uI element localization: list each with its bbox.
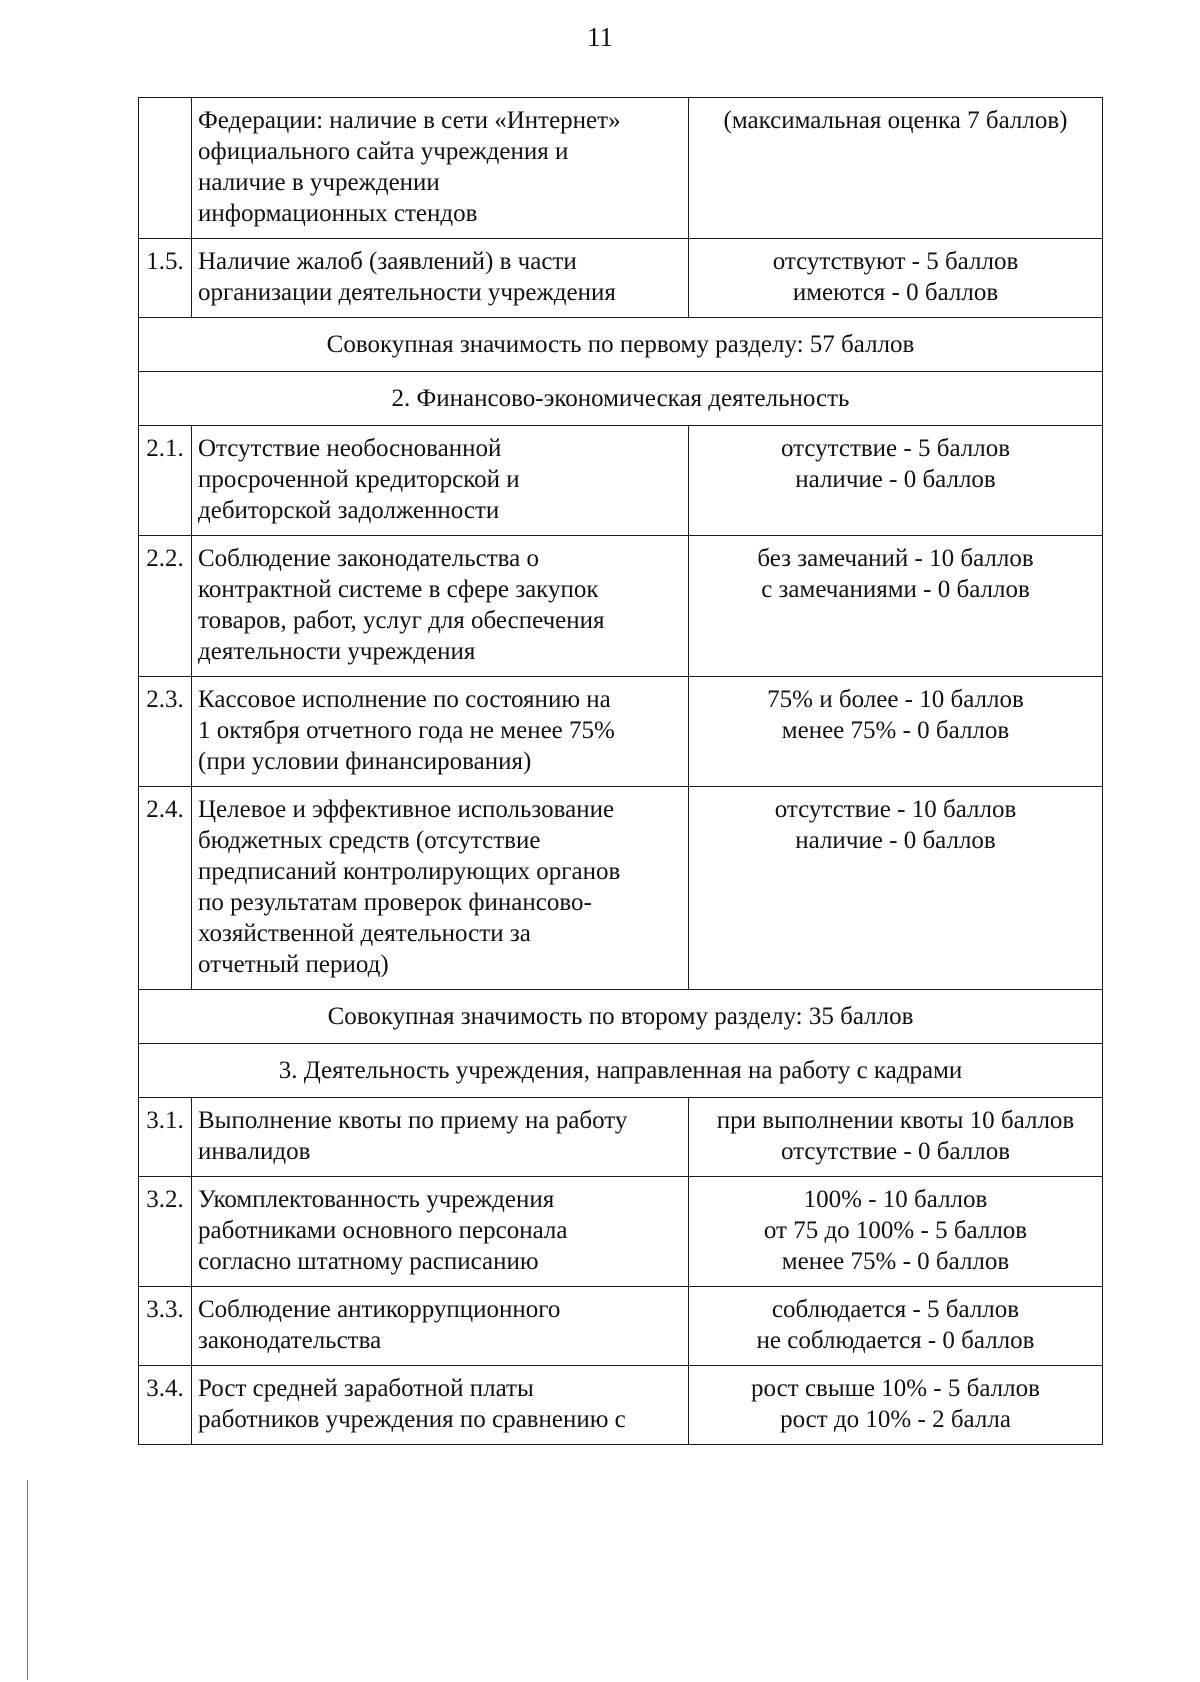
score-text bbox=[689, 1366, 1103, 1445]
criterion-line: законодательства bbox=[198, 1327, 382, 1354]
item-number: 3.1. bbox=[139, 1098, 192, 1177]
criterion-text bbox=[192, 536, 689, 677]
criterion-line: бюджетных средств (отсутствие bbox=[198, 827, 541, 854]
item-number: 2.4. bbox=[139, 787, 192, 990]
score-line: рост до 10% - 2 балла bbox=[780, 1406, 1011, 1433]
score-line: менее 75% - 0 баллов bbox=[781, 1248, 1010, 1275]
score-line: отсутствие - 0 баллов bbox=[780, 1138, 1011, 1165]
score-text bbox=[689, 677, 1103, 787]
page-number: 11 bbox=[587, 22, 613, 52]
criterion-line: контрактной системе в сфере закупок bbox=[198, 576, 599, 603]
section-row bbox=[139, 318, 1103, 372]
criterion-line: Выполнение квоты по приему на работу bbox=[198, 1107, 628, 1134]
score-text bbox=[689, 426, 1103, 536]
section-row bbox=[139, 1044, 1103, 1098]
criterion-line: информационных стендов bbox=[198, 200, 478, 227]
score-line: с замечаниями - 0 баллов bbox=[761, 576, 1030, 603]
criterion-line: по результатам проверок финансово- bbox=[198, 889, 592, 916]
criterion-line: Целевое и эффективное использование bbox=[198, 796, 615, 823]
section-row bbox=[139, 990, 1103, 1044]
score-text bbox=[689, 1287, 1103, 1366]
criterion-text bbox=[192, 787, 689, 990]
item-number: 2.3. bbox=[139, 677, 192, 787]
criterion-text bbox=[192, 1177, 689, 1287]
item-number: 2.1. bbox=[139, 426, 192, 536]
section-heading-cell: 2. Финансово-экономическая деятельность bbox=[139, 372, 1103, 426]
criterion-text bbox=[192, 426, 689, 536]
criterion-row bbox=[139, 426, 1103, 536]
criterion-text bbox=[192, 1287, 689, 1366]
criterion-line: работников учреждения по сравнению с bbox=[198, 1406, 626, 1433]
score-line: отсутствуют - 5 баллов bbox=[772, 248, 1019, 275]
criterion-text bbox=[192, 1366, 689, 1445]
score-line: при выполнении квоты 10 баллов bbox=[716, 1107, 1075, 1134]
score-line: (максимальная оценка 7 баллов) bbox=[723, 107, 1068, 134]
criterion-row bbox=[139, 1287, 1103, 1366]
criterion-line: товаров, работ, услуг для обеспечения bbox=[198, 607, 605, 634]
score-line: отсутствие - 10 баллов bbox=[774, 796, 1017, 823]
criterion-line: Рост средней заработной платы bbox=[198, 1375, 534, 1402]
evaluation-criteria-table bbox=[138, 97, 1103, 1445]
item-number: 3.3. bbox=[139, 1287, 192, 1366]
score-line: рост свыше 10% - 5 баллов bbox=[751, 1375, 1040, 1402]
criterion-row bbox=[139, 1366, 1103, 1445]
score-line: наличие - 0 баллов bbox=[795, 466, 996, 493]
criterion-line: предписаний контролирующих органов bbox=[198, 858, 621, 885]
score-text bbox=[689, 1098, 1103, 1177]
section-heading-cell: Совокупная значимость по второму разделу: 35 баллов bbox=[139, 990, 1103, 1044]
score-line: 75% и более - 10 баллов bbox=[767, 686, 1024, 713]
criterion-line: согласно штатному расписанию bbox=[198, 1248, 539, 1275]
criterion-line: Кассовое исполнение по состоянию на bbox=[198, 686, 611, 713]
criterion-line: отчетный период) bbox=[198, 951, 389, 978]
score-line: имеются - 0 баллов bbox=[792, 279, 999, 306]
criterion-line: Наличие жалоб (заявлений) в части bbox=[198, 248, 577, 275]
score-line: соблюдается - 5 баллов bbox=[771, 1296, 1020, 1323]
criterion-text bbox=[192, 98, 689, 239]
item-number: 3.4. bbox=[139, 1366, 192, 1445]
section-heading-cell: Совокупная значимость по первому разделу: 57 баллов bbox=[139, 318, 1103, 372]
score-text bbox=[689, 787, 1103, 990]
score-text bbox=[689, 1177, 1103, 1287]
criterion-line: 1 октября отчетного года не менее 75% bbox=[198, 717, 615, 744]
criterion-line: работниками основного персонала bbox=[198, 1217, 568, 1244]
criterion-line: Соблюдение антикоррупционного bbox=[198, 1296, 561, 1323]
score-line: не соблюдается - 0 баллов bbox=[756, 1327, 1035, 1354]
scan-margin-line bbox=[27, 1480, 28, 1680]
criterion-row bbox=[139, 98, 1103, 239]
section-heading-cell: 3. Деятельность учреждения, направленная на работу с кадрами bbox=[139, 1044, 1103, 1098]
score-line: 100% - 10 баллов bbox=[803, 1186, 988, 1213]
criterion-row bbox=[139, 677, 1103, 787]
criterion-line: Соблюдение законодательства о bbox=[198, 545, 539, 572]
score-text bbox=[689, 536, 1103, 677]
item-number: 1.5. bbox=[139, 239, 192, 318]
criterion-line: наличие в учреждении bbox=[198, 169, 440, 196]
score-line: отсутствие - 5 баллов bbox=[780, 435, 1011, 462]
criterion-line: Федерации: наличие в сети «Интернет» bbox=[198, 107, 621, 134]
criterion-row bbox=[139, 1177, 1103, 1287]
score-line: менее 75% - 0 баллов bbox=[781, 717, 1010, 744]
score-text bbox=[689, 98, 1103, 239]
criterion-line: дебиторской задолженности bbox=[198, 497, 500, 524]
criterion-line: инвалидов bbox=[198, 1138, 311, 1165]
criterion-row bbox=[139, 536, 1103, 677]
score-text bbox=[689, 239, 1103, 318]
criterion-row bbox=[139, 239, 1103, 318]
item-number: 2.2. bbox=[139, 536, 192, 677]
criterion-row bbox=[139, 1098, 1103, 1177]
item-number bbox=[139, 98, 192, 239]
criterion-line: Отсутствие необоснованной bbox=[198, 435, 502, 462]
criterion-line: организации деятельности учреждения bbox=[198, 279, 616, 306]
criterion-line: официального сайта учреждения и bbox=[198, 138, 569, 165]
score-line: наличие - 0 баллов bbox=[795, 827, 996, 854]
criterion-line: (при условии финансирования) bbox=[198, 748, 532, 775]
criterion-line: Укомплектованность учреждения bbox=[198, 1186, 555, 1213]
criterion-text bbox=[192, 1098, 689, 1177]
criterion-line: просроченной кредиторской и bbox=[198, 466, 520, 493]
section-row bbox=[139, 372, 1103, 426]
criterion-text bbox=[192, 677, 689, 787]
criterion-text bbox=[192, 239, 689, 318]
score-line: без замечаний - 10 баллов bbox=[757, 545, 1034, 572]
criterion-line: хозяйственной деятельности за bbox=[198, 920, 531, 947]
table-body bbox=[139, 98, 1103, 1445]
item-number: 3.2. bbox=[139, 1177, 192, 1287]
score-line: от 75 до 100% - 5 баллов bbox=[763, 1217, 1028, 1244]
criterion-row bbox=[139, 787, 1103, 990]
criterion-line: деятельности учреждения bbox=[198, 638, 476, 665]
